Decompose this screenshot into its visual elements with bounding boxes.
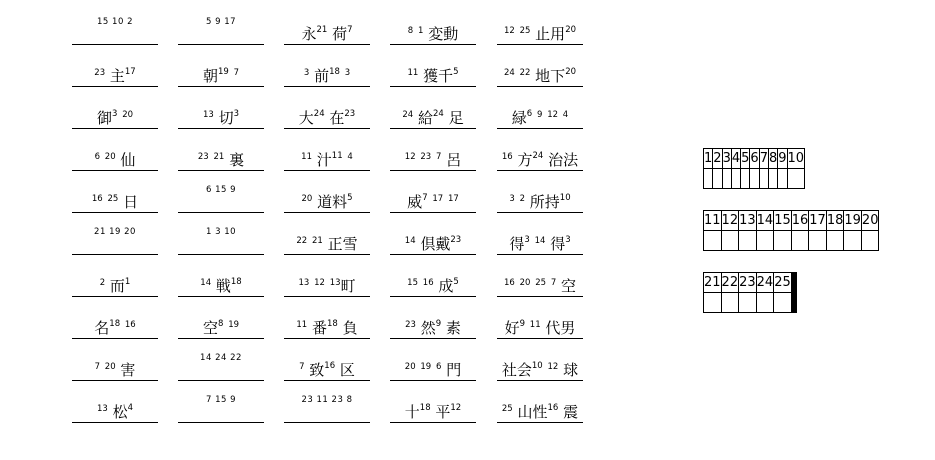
- answer-number: 4: [731, 149, 740, 169]
- answer-blank[interactable]: [721, 231, 739, 251]
- puzzle-cell-text: $^{20}$ 道料$^5$: [301, 193, 353, 211]
- puzzle-cell-text: 十$^{18}$ 平$^{12}$: [404, 403, 462, 421]
- answer-number: 8: [768, 149, 777, 169]
- answer-blank[interactable]: [741, 169, 750, 189]
- answer-blank[interactable]: [768, 169, 777, 189]
- answer-blank[interactable]: [774, 231, 792, 251]
- puzzle-cell-text: 朝$^{19}$ $^7$: [202, 67, 240, 85]
- answer-number: 7: [759, 149, 768, 169]
- answer-blank[interactable]: [774, 293, 792, 313]
- puzzle-cell: [390, 308, 476, 339]
- puzzle-cell: [284, 56, 370, 87]
- puzzle-cell-text: 名$^{18}$ $^{16}$: [94, 319, 136, 337]
- puzzle-cell: [178, 392, 264, 423]
- answer-number: 1: [704, 149, 713, 169]
- puzzle-cell-text: $^{14}$ 戦$^{18}$: [200, 277, 242, 295]
- answer-number: 12: [721, 211, 739, 231]
- puzzle-cell-text: $^{11}$ 番$^{18}$ 負: [296, 319, 358, 337]
- puzzle-cell: [497, 392, 583, 423]
- answer-number: 14: [756, 211, 774, 231]
- answer-number: 3: [722, 149, 731, 169]
- puzzle-cell-text: 空$^8$ $^{19}$: [202, 319, 240, 337]
- puzzle-cell-text: $^{12}$ $^{25}$ 止用$^{20}$: [503, 25, 577, 43]
- puzzle-cell: [390, 98, 476, 129]
- puzzle-cell: [178, 224, 264, 255]
- puzzle-cell: [390, 56, 476, 87]
- answer-number: 11: [704, 211, 722, 231]
- answer-number: 22: [721, 273, 739, 293]
- answer-number: 9: [778, 149, 787, 169]
- answer-blank[interactable]: [756, 231, 774, 251]
- puzzle-cell: [178, 266, 264, 297]
- puzzle-cell: [497, 56, 583, 87]
- puzzle-cell-text: $^{16}$ $^{25}$ 日: [91, 193, 139, 211]
- puzzle-cell: [497, 182, 583, 213]
- puzzle-cell-text: $^8$ $^1$ 変動: [407, 25, 459, 43]
- answer-blank[interactable]: [826, 231, 844, 251]
- puzzle-cell-text: 大$^{24}$ 在$^{23}$: [298, 109, 356, 127]
- answer-table: [703, 272, 797, 313]
- puzzle-cell-text: $^{20}$ $^{19}$ $^6$ 門: [404, 361, 462, 379]
- answer-blank[interactable]: [778, 169, 787, 189]
- puzzle-cell-text: $^7$ $^{20}$ 害: [94, 361, 136, 379]
- puzzle-cell: [72, 266, 158, 297]
- answer-number: 5: [741, 149, 750, 169]
- puzzle-cell: [497, 350, 583, 381]
- puzzle-cell-text: $^{25}$ 山性$^{16}$ 震: [501, 403, 579, 421]
- puzzle-cell: [497, 140, 583, 171]
- answer-blank[interactable]: [787, 169, 805, 189]
- puzzle-cell: [178, 140, 264, 171]
- puzzle-cell: [284, 266, 370, 297]
- puzzle-cell: [390, 182, 476, 213]
- puzzle-cell-text: $^{11}$ 獲千$^5$: [407, 67, 459, 85]
- puzzle-cell: [72, 308, 158, 339]
- puzzle-cell: [390, 224, 476, 255]
- puzzle-cell: [390, 140, 476, 171]
- puzzle-cell-text: $^3$ $^2$ 所持$^{10}$: [509, 193, 571, 211]
- puzzle-cell: [284, 350, 370, 381]
- puzzle-cell-text: $^{22}$ $^{21}$ 正雪: [296, 235, 358, 253]
- puzzle-cell: [390, 350, 476, 381]
- answer-number: 18: [826, 211, 844, 231]
- puzzle-cell: [390, 14, 476, 45]
- puzzle-cell: [178, 350, 264, 381]
- puzzle-cell-text: 得$^3$ $^{14}$ 得$^3$: [509, 235, 571, 253]
- answer-blank[interactable]: [704, 293, 722, 313]
- puzzle-cell-text: $^{23}$ 主$^{17}$: [94, 67, 136, 85]
- puzzle-cell: [284, 392, 370, 423]
- answer-number: 25: [774, 273, 792, 293]
- puzzle-cell-text: 緑$^6$ $^9$ $^{12}$ $^4$: [511, 109, 569, 127]
- puzzle-cell: [72, 182, 158, 213]
- puzzle-cell-text: $^7$ 致$^{16}$ 区: [299, 361, 355, 379]
- puzzle-cell: [390, 392, 476, 423]
- puzzle-cell: [178, 56, 264, 87]
- puzzle-cell-text: 14 24 22: [200, 353, 242, 363]
- puzzle-cell: [497, 308, 583, 339]
- answer-number: [795, 273, 796, 293]
- answer-number: 16: [791, 211, 809, 231]
- puzzle-cell-text: $^{13}$ 切$^3$: [202, 109, 240, 127]
- puzzle-cell: [497, 98, 583, 129]
- puzzle-cell-text: $^{23}$ 然$^9$ 素: [405, 319, 461, 337]
- puzzle-cell: [178, 182, 264, 213]
- puzzle-cell: [497, 14, 583, 45]
- puzzle-cell: [284, 308, 370, 339]
- puzzle-cell: [72, 56, 158, 87]
- puzzle-cell: [284, 98, 370, 129]
- puzzle-cell-text: $^6$ $^{20}$ 仙: [94, 151, 136, 169]
- puzzle-cell: [284, 182, 370, 213]
- puzzle-cell: [284, 14, 370, 45]
- answer-blank[interactable]: [704, 231, 722, 251]
- puzzle-cell-text: 15 10 2: [97, 17, 133, 27]
- puzzle-cell-text: $^{13}$ 松$^4$: [96, 403, 134, 421]
- answer-table: [703, 148, 805, 189]
- puzzle-cell-text: $^{24}$ 給$^{24}$ 足: [402, 109, 464, 127]
- puzzle-cell-text: $^{16}$ 方$^{24}$ 治法: [501, 151, 579, 169]
- puzzle-cell-text: $^2$ 而$^1$: [99, 277, 131, 295]
- puzzle-cell-text: 23 11 23 8: [301, 395, 353, 405]
- puzzle-cell-text: 21 19 20: [94, 227, 136, 237]
- puzzle-cell-text: 1 3 10: [205, 227, 237, 237]
- answer-blank[interactable]: [750, 169, 759, 189]
- puzzle-cell: [390, 266, 476, 297]
- puzzle-cell: [72, 98, 158, 129]
- puzzle-cell: [72, 224, 158, 255]
- answer-blank[interactable]: [759, 169, 768, 189]
- answer-blank[interactable]: [722, 169, 731, 189]
- puzzle-cell: [72, 14, 158, 45]
- answer-number: 10: [787, 149, 805, 169]
- answer-blank[interactable]: [731, 169, 740, 189]
- answer-number: 6: [750, 149, 759, 169]
- answer-blank[interactable]: [739, 231, 757, 251]
- answer-table: [703, 210, 879, 251]
- puzzle-cell: [497, 224, 583, 255]
- puzzle-cell-text: $^{14}$ 倶戴$^{23}$: [404, 235, 462, 253]
- answer-number: 15: [774, 211, 792, 231]
- puzzle-cell-text: 7 15 9: [205, 395, 237, 405]
- puzzle-cell: [497, 266, 583, 297]
- answer-blank[interactable]: [739, 293, 757, 313]
- answer-blank[interactable]: [704, 169, 713, 189]
- puzzle-cell: [178, 308, 264, 339]
- puzzle-cell: [284, 140, 370, 171]
- answer-blank[interactable]: [844, 231, 862, 251]
- puzzle-cell-text: $^{16}$ $^{20}$ $^{25}$ $^7$ 空: [503, 277, 577, 295]
- puzzle-cell-text: $^{12}$ $^{23}$ $^7$ 呂: [404, 151, 462, 169]
- answer-blank[interactable]: [861, 231, 879, 251]
- answer-number: 24: [756, 273, 774, 293]
- puzzle-cell-text: 6 15 9: [205, 185, 237, 195]
- answer-number: 2: [713, 149, 722, 169]
- puzzle-cell-text: 好$^9$ $^{11}$ 代男: [504, 319, 576, 337]
- puzzle-cell-text: $^{13}$ $^{12}$ $^{13}$町: [298, 277, 356, 295]
- puzzle-cell-text: $^{24}$ $^{22}$ 地下$^{20}$: [503, 67, 577, 85]
- answer-blank[interactable]: [756, 293, 774, 313]
- answer-number: 19: [844, 211, 862, 231]
- puzzle-cell-text: 社会$^{10}$ $^{12}$ 球: [501, 361, 579, 379]
- answer-blank[interactable]: [721, 293, 739, 313]
- answer-number: 21: [704, 273, 722, 293]
- puzzle-cell: [178, 98, 264, 129]
- answer-number: 20: [861, 211, 879, 231]
- answer-number: 13: [739, 211, 757, 231]
- puzzle-cell-text: 御$^3$ $^{20}$: [96, 109, 134, 127]
- puzzle-cell: [284, 224, 370, 255]
- puzzle-cell-text: $^{15}$ $^{16}$ 成$^5$: [407, 277, 459, 295]
- puzzle-cell-text: 威$^7$ $^{17}$ $^{17}$: [407, 193, 459, 211]
- answer-blank[interactable]: [809, 231, 827, 251]
- puzzle-cell: [72, 350, 158, 381]
- answer-number: 23: [739, 273, 757, 293]
- puzzle-cell: [72, 392, 158, 423]
- puzzle-cell-text: $^{11}$ 汁$^{11}$ $^4$: [301, 151, 353, 169]
- puzzle-cell: [178, 14, 264, 45]
- answer-number: 17: [809, 211, 827, 231]
- answer-blank[interactable]: [713, 169, 722, 189]
- puzzle-cell-text: $^{23}$ $^{21}$ 裏: [197, 151, 245, 169]
- puzzle-cell-text: 5 9 17: [205, 17, 237, 27]
- puzzle-cell: [72, 140, 158, 171]
- answer-blank[interactable]: [795, 293, 796, 313]
- answer-blank[interactable]: [791, 231, 809, 251]
- puzzle-cell-text: $^3$ 前$^{18}$ $^3$: [303, 67, 351, 85]
- puzzle-cell-text: 永$^{21}$ 荷$^7$: [301, 25, 353, 43]
